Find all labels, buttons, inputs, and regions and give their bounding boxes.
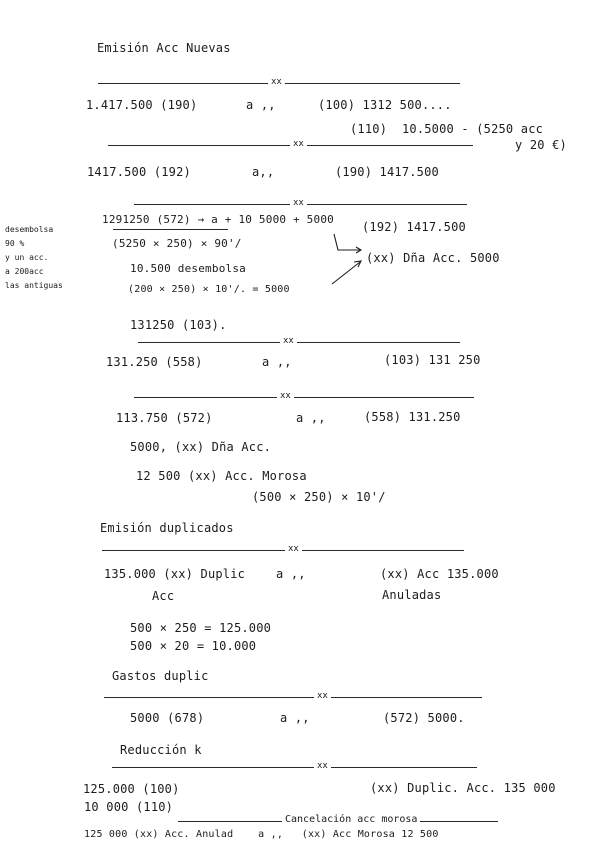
entry4-connector: a ,,	[262, 355, 292, 369]
entry8-credit: (xx) Duplic. Acc. 135 000	[370, 781, 556, 795]
entry1-debit: 1.417.500 (190)	[86, 98, 198, 112]
margin-note-line: a 200acc	[5, 267, 44, 276]
entry6-debit: 135.000 (xx) Duplic	[104, 567, 246, 581]
entry3-calc-1: (5250 × 250) × 90'/	[112, 237, 242, 250]
entry5-credit: (558) 131.250	[364, 410, 461, 424]
entry3-credit-1: (192) 1417.500	[362, 220, 466, 234]
separator-mark: xx	[268, 78, 285, 87]
entry3-credit-2: (xx) Dña Acc. 5000	[366, 251, 500, 265]
entry2-connector: a,,	[252, 165, 275, 179]
entry1-credit-2: (110) 10.5000 - (5250 acc	[350, 122, 544, 136]
entry8-debit-1: 125.000 (100)	[83, 782, 180, 796]
entry5-line-2: 5000, (xx) Dña Acc.	[130, 440, 272, 454]
entry1-credit-1: (100) 1312 500....	[318, 98, 452, 112]
entry9-line: 125 000 (xx) Acc. Anulad a ,, (xx) Acc Morosa 12 500	[84, 829, 439, 840]
margin-note-line: las antiguas	[5, 281, 63, 290]
section-title-issue-new: Emisión Acc Nuevas	[97, 41, 231, 55]
entry3-calc-2: 10.500 desembolsa	[130, 262, 246, 275]
entry3-debit-line: 1291250 (572) → a + 10 5000 + 5000	[102, 213, 334, 226]
entry6-credit: (xx) Acc 135.000	[380, 567, 499, 581]
separator-mark: xx	[314, 762, 331, 771]
arrow-icon	[330, 228, 370, 288]
entry-separator	[134, 397, 474, 398]
entry5-line-3: 12 500 (xx) Acc. Morosa	[136, 469, 307, 483]
entry-separator	[112, 767, 477, 768]
section-title-duplicates: Emisión duplicados	[100, 521, 234, 535]
margin-note-line: y un acc.	[5, 253, 49, 262]
entry5-debit: 113.750 (572)	[116, 411, 213, 425]
entry6-connector: a ,,	[276, 567, 306, 581]
entry6-calc-2: 500 × 20 = 10.000	[130, 639, 257, 653]
section-title-dup-expenses: Gastos duplic	[112, 669, 209, 683]
separator-mark: xx	[285, 545, 302, 554]
separator-mark: xx	[280, 337, 297, 346]
margin-note-line: desembolsa	[5, 225, 54, 234]
entry2-credit: (190) 1417.500	[335, 165, 439, 179]
entry6-calc-1: 500 × 250 = 125.000	[130, 621, 272, 635]
entry5-connector: a ,,	[296, 411, 326, 425]
entry3-subtotal: 131250 (103).	[130, 318, 227, 332]
footer-separator-label: Cancelación acc morosa	[282, 815, 420, 825]
separator-mark: xx	[314, 692, 331, 701]
entry-separator	[104, 697, 482, 698]
entry7-connector: a ,,	[280, 711, 310, 725]
entry5-line-4: (500 × 250) × 10'/	[252, 490, 386, 504]
entry7-debit: 5000 (678)	[130, 711, 205, 725]
separator-mark: xx	[290, 140, 307, 149]
underline	[113, 229, 228, 230]
entry3-calc-3: (200 × 250) × 10'/. = 5000	[128, 284, 290, 295]
separator-mark: xx	[290, 199, 307, 208]
entry6-credit-2: Anuladas	[382, 588, 442, 602]
entry8-debit-2: 10 000 (110)	[84, 800, 174, 814]
entry1-connector: a ,,	[246, 98, 276, 112]
entry1-note: y 20 €)	[515, 138, 567, 152]
entry6-debit-2: Acc	[152, 589, 175, 603]
entry4-credit: (103) 131 250	[384, 353, 481, 367]
margin-note-line: 90 %	[5, 239, 25, 248]
section-title-capital-reduction: Reducción k	[120, 743, 202, 757]
entry2-debit: 1417.500 (192)	[87, 165, 191, 179]
entry7-credit: (572) 5000.	[383, 711, 465, 725]
entry-separator	[102, 550, 464, 551]
entry4-debit: 131.250 (558)	[106, 355, 203, 369]
separator-mark: xx	[277, 392, 294, 401]
entry-separator	[138, 342, 460, 343]
